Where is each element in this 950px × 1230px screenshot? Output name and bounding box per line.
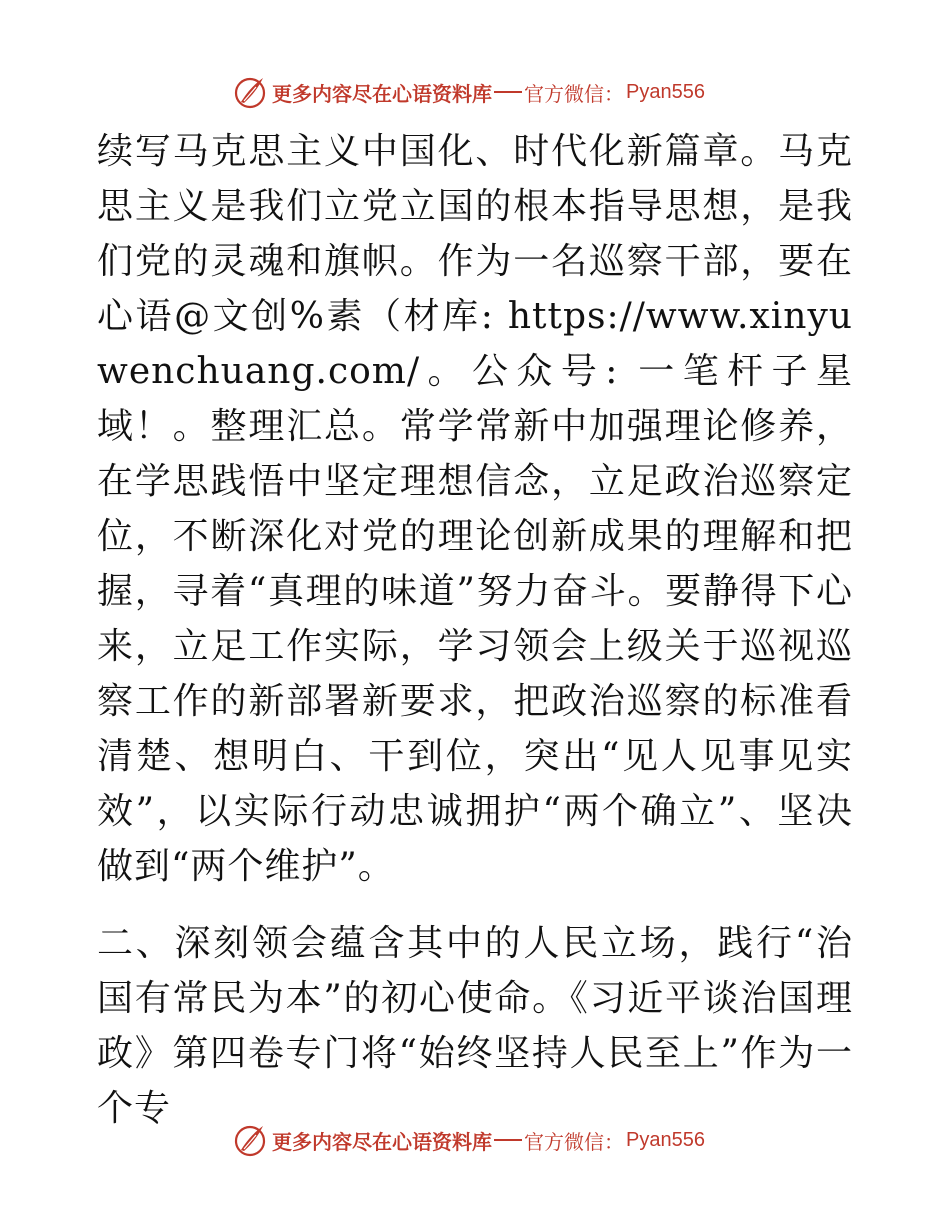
watermark-wechat-account: Pyan556 (626, 1128, 705, 1151)
quill-pen-icon (232, 74, 268, 110)
quill-pen-icon (232, 1122, 268, 1158)
watermark-wechat-account: Pyan556 (626, 80, 705, 103)
body-paragraph: 二、深刻领会蕴含其中的人民立场，践行“治国有常民为本”的初心使命。《习近平谈治国理政》第四卷专门将“始终坚持人民至上”作为一个专 (97, 923, 853, 1129)
watermark-slogan: 更多内容尽在心语资料库 (272, 81, 492, 106)
footer-watermark (232, 1120, 705, 1160)
watermark-wechat-label: 官方微信： (524, 81, 624, 106)
document-body (97, 124, 853, 1136)
watermark-dash (494, 91, 522, 93)
watermark-dash (494, 1139, 522, 1141)
header-watermark (232, 72, 705, 112)
body-paragraph: 续写马克思主义中国化、时代化新篇章。马克思主义是我们立党立国的根本指导思想，是我们党的灵魂和旗帜。作为一名巡察干部，要在心语@文创%素（材库: https://www.xinyuwenchuang.com/。公众号: 一笔杆子星域！。整理汇总。常学常新中加强理论修养，在学思践悟中坚定理想信念，立足政治巡察定位，不断深化对党的理论创新成果的理解和把握，寻着“真理的味道”努力奋斗。要静得下心来，立足工作实际，学习领会上级关于巡视巡察工作的新部署新要求，把政治巡察的标准看清楚、想明白、干到位，突出“见人见事见实效”，以实际行动忠诚拥护“两个确立”、坚决做到“两个维护”。 (97, 131, 853, 887)
watermark-wechat-label: 官方微信： (524, 1129, 624, 1154)
watermark-slogan: 更多内容尽在心语资料库 (272, 1129, 492, 1154)
